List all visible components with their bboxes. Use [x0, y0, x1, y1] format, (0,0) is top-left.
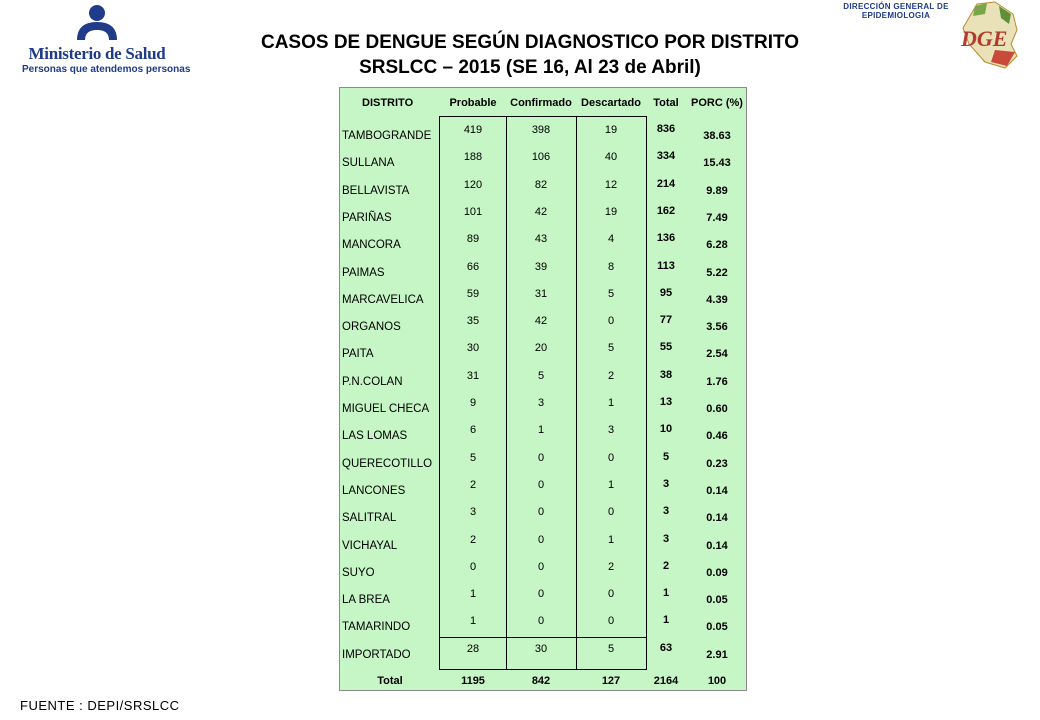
- row-descartado: 1: [607, 478, 615, 491]
- row-distrito: QUERECOTILLO: [342, 457, 433, 470]
- row-descartado: 5: [607, 642, 615, 655]
- row-total: 1: [662, 614, 670, 627]
- row-probable: 3: [469, 506, 477, 519]
- row-confirmado: 0: [537, 506, 545, 519]
- row-total: 5: [662, 450, 670, 463]
- title-line-2: SRSLCC – 2015 (SE 16, Al 23 de Abril): [359, 57, 701, 78]
- row-distrito: P.N.COLAN: [342, 375, 403, 388]
- row-probable: 1: [469, 615, 477, 628]
- column-header-total: Total: [653, 97, 679, 109]
- row-total: 1: [662, 587, 670, 600]
- table-row: [340, 416, 748, 443]
- row-porc: 0.09: [706, 566, 728, 579]
- dge-heading: [826, 2, 966, 20]
- row-descartado: 5: [607, 287, 615, 300]
- row-porc: 1.76: [706, 375, 728, 388]
- total-total: 2164: [653, 675, 679, 687]
- table-row: [340, 526, 748, 553]
- column-header-descartado: Descartado: [581, 97, 641, 109]
- row-descartado: 0: [607, 588, 615, 601]
- row-descartado: 3: [607, 424, 615, 437]
- row-descartado: 0: [607, 615, 615, 628]
- row-distrito: BELLAVISTA: [342, 184, 410, 197]
- row-distrito: PARIÑAS: [342, 211, 392, 224]
- table-row: [340, 280, 748, 307]
- row-descartado: 0: [607, 315, 615, 328]
- table-row: [340, 553, 748, 580]
- row-probable: 9: [469, 397, 477, 409]
- row-porc: 0.14: [706, 512, 728, 525]
- row-descartado: 2: [607, 369, 615, 382]
- person-logo-icon: [74, 4, 120, 44]
- row-confirmado: 42: [534, 315, 548, 328]
- table-row: [340, 143, 748, 170]
- page-title: [180, 30, 880, 80]
- row-probable: 2: [469, 533, 477, 546]
- table-row: [340, 198, 748, 225]
- total-confirmado: 842: [531, 675, 551, 687]
- column-header-probable: Probable: [449, 97, 497, 109]
- dge-line-1: DIRECCIÓN GENERAL DE: [843, 2, 949, 11]
- row-descartado: 0: [607, 451, 615, 464]
- row-distrito: MIGUEL CHECA: [342, 403, 430, 415]
- row-confirmado: 0: [537, 560, 545, 573]
- row-confirmado: 3: [537, 397, 545, 409]
- row-porc: 38.63: [703, 130, 731, 142]
- row-probable: 1: [469, 588, 477, 601]
- table-row: [340, 389, 748, 416]
- row-descartado: 19: [604, 205, 618, 218]
- row-distrito: LANCONES: [342, 484, 406, 497]
- ministerio-de-salud-logo: [22, 4, 191, 76]
- row-descartado: 19: [604, 124, 618, 136]
- row-total: 113: [657, 259, 675, 272]
- row-confirmado: 31: [534, 287, 548, 300]
- row-probable: 188: [463, 151, 483, 164]
- row-probable: 59: [466, 287, 480, 300]
- row-distrito: TAMBOGRANDE: [342, 130, 432, 142]
- row-total: 334: [656, 150, 676, 163]
- table-row: [340, 607, 748, 634]
- table-row: [340, 580, 748, 607]
- row-confirmado: 106: [531, 151, 551, 164]
- row-total: 55: [659, 341, 673, 354]
- table-row: [340, 307, 748, 334]
- row-probable: 101: [463, 205, 483, 218]
- row-total: 13: [659, 396, 673, 408]
- row-probable: 120: [463, 178, 483, 191]
- row-total: 95: [659, 286, 673, 299]
- row-porc: 7.49: [706, 211, 728, 224]
- row-porc: 0.14: [706, 484, 728, 497]
- dge-map-logo-icon: [955, 0, 1025, 72]
- row-confirmado: 5: [537, 369, 545, 382]
- total-porc: 100: [707, 675, 727, 687]
- row-porc: 15.43: [703, 157, 731, 170]
- total-descartado: 127: [601, 675, 621, 687]
- row-probable: 28: [466, 642, 480, 655]
- row-porc: 3.56: [706, 321, 728, 334]
- row-confirmado: 42: [534, 205, 548, 218]
- row-descartado: 12: [604, 178, 618, 191]
- row-confirmado: 0: [537, 451, 545, 464]
- row-total: 63: [659, 641, 673, 654]
- row-confirmado: 30: [534, 642, 548, 655]
- row-descartado: 40: [604, 151, 618, 164]
- row-porc: 4.39: [706, 293, 728, 306]
- ministry-name: Ministerio de Salud: [28, 44, 166, 63]
- row-probable: 6: [469, 424, 477, 437]
- row-porc: 2.91: [706, 648, 728, 661]
- row-distrito: MANCORA: [342, 239, 401, 252]
- row-probable: 0: [469, 560, 477, 573]
- row-confirmado: 0: [537, 478, 545, 491]
- total-row: [340, 670, 748, 692]
- row-confirmado: 398: [531, 124, 551, 136]
- row-total: 3: [662, 505, 670, 518]
- title-line-1: CASOS DE DENGUE SEGÚN DIAGNOSTICO POR DISTRITO: [260, 32, 800, 53]
- row-distrito: TAMARINDO: [342, 621, 411, 634]
- row-distrito: SALITRAL: [342, 512, 397, 525]
- dengue-cases-table: [339, 87, 747, 691]
- row-distrito: PAITA: [342, 348, 374, 361]
- row-porc: 0.46: [706, 430, 728, 443]
- total-label: Total: [377, 675, 403, 687]
- row-distrito: VICHAYAL: [342, 539, 398, 552]
- row-total: 38: [659, 368, 673, 381]
- row-total: 3: [662, 477, 670, 490]
- table-row: [340, 362, 748, 389]
- row-porc: 9.89: [706, 184, 728, 197]
- row-descartado: 1: [607, 397, 615, 409]
- row-porc: 6.28: [706, 239, 728, 252]
- row-total: 77: [659, 314, 673, 327]
- row-porc: 0.05: [706, 594, 728, 607]
- row-confirmado: 82: [534, 178, 548, 191]
- row-total: 10: [659, 423, 673, 436]
- table-row: [340, 334, 748, 361]
- ministry-tagline: Personas que atendemos personas: [22, 64, 191, 75]
- row-distrito: SUYO: [342, 566, 375, 579]
- dge-logo-letters: DGE: [961, 26, 1008, 51]
- row-total: 836: [656, 123, 676, 135]
- row-total: 214: [656, 177, 676, 190]
- table-row: [340, 225, 748, 252]
- row-porc: 2.54: [706, 348, 728, 361]
- row-probable: 5: [469, 451, 477, 464]
- table-row: [340, 498, 748, 525]
- row-descartado: 4: [607, 233, 615, 246]
- row-distrito: IMPORTADO: [342, 648, 411, 661]
- row-descartado: 2: [607, 560, 615, 573]
- row-total: 162: [656, 204, 676, 217]
- row-confirmado: 0: [537, 533, 545, 546]
- row-distrito: LA BREA: [342, 594, 390, 607]
- row-distrito: MARCAVELICA: [342, 293, 424, 306]
- table-row: [340, 471, 748, 498]
- table-row: [340, 635, 748, 662]
- row-distrito: SULLANA: [342, 157, 395, 170]
- table-row: [340, 444, 748, 471]
- row-probable: 419: [463, 124, 483, 136]
- column-header-confirmado: Confirmado: [510, 97, 572, 109]
- row-probable: 35: [466, 315, 480, 328]
- source-footer: FUENTE : DEPI/SRSLCC: [20, 698, 180, 713]
- row-confirmado: 43: [534, 233, 548, 246]
- column-header-distrito: DISTRITO: [362, 97, 414, 109]
- row-confirmado: 0: [537, 615, 545, 628]
- row-probable: 31: [466, 369, 480, 382]
- row-descartado: 5: [607, 342, 615, 355]
- row-distrito: ORGANOS: [342, 321, 401, 334]
- row-probable: 89: [466, 233, 480, 246]
- row-confirmado: 0: [537, 588, 545, 601]
- dge-line-2: EPIDEMIOLOGIA: [861, 11, 931, 20]
- row-confirmado: 20: [534, 342, 548, 355]
- row-descartado: 1: [607, 533, 615, 546]
- row-probable: 30: [466, 342, 480, 355]
- row-porc: 0.14: [706, 539, 728, 552]
- row-probable: 66: [466, 260, 480, 273]
- row-distrito: PAIMAS: [342, 266, 385, 279]
- row-confirmado: 1: [537, 424, 545, 437]
- row-porc: 0.05: [706, 621, 728, 634]
- row-total: 136: [656, 232, 676, 245]
- total-probable: 1195: [461, 675, 485, 687]
- table-row: [340, 171, 748, 198]
- row-probable: 2: [469, 478, 477, 491]
- row-distrito: LAS LOMAS: [342, 430, 408, 443]
- row-descartado: 8: [607, 260, 615, 273]
- row-total: 2: [662, 559, 670, 572]
- row-porc: 0.60: [706, 403, 728, 415]
- column-header-porc: PORC (%): [691, 97, 743, 109]
- table-row: [340, 253, 748, 280]
- row-descartado: 0: [607, 506, 615, 519]
- row-confirmado: 39: [534, 260, 548, 273]
- row-porc: 0.23: [706, 457, 728, 470]
- row-total: 3: [662, 532, 670, 545]
- row-porc: 5.22: [706, 266, 728, 279]
- table-row: [340, 116, 748, 143]
